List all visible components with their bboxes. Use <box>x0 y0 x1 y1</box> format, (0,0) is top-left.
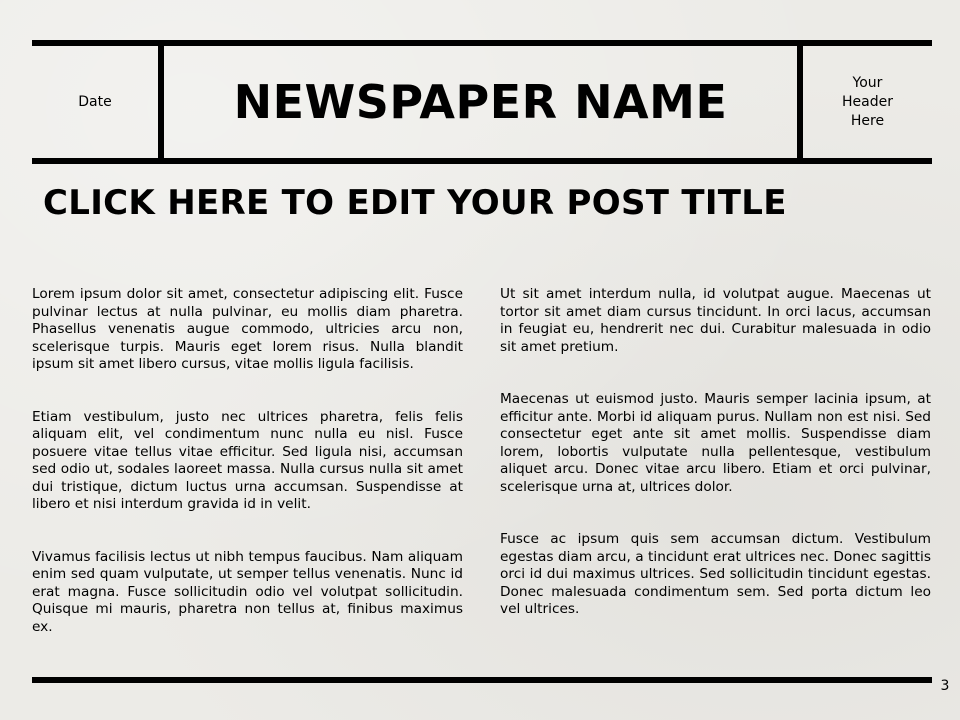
page-number: 3 <box>940 678 950 694</box>
header-placeholder-line: Here <box>850 112 885 129</box>
article-column-left[interactable] <box>32 286 463 671</box>
header-placeholder[interactable] <box>803 46 932 158</box>
newspaper-name[interactable]: NEWSPAPER NAME <box>233 75 728 129</box>
header-placeholder-line: Header <box>842 93 893 110</box>
post-title[interactable]: CLICK HERE TO EDIT YOUR POST TITLE <box>43 183 787 223</box>
article-paragraph: Fusce ac ipsum quis sem accumsan dictum. Vestibulum egestas diam arcu, a tincidunt erat ultrices nec. Donec sagittis orci id dui maximus ultrices. Sed sollicitudin tincidunt egestas. Donec malesuada condimentum sem. Sed porta dictum leo vel ultrices. <box>500 531 931 617</box>
article-paragraph: Etiam vestibulum, justo nec ultrices pharetra, felis felis aliquam elit, vel condimentum nunc nulla eu nisl. Fusce posuere vitae tellus vitae efficitur. Sed ligula nisi, accumsan sed odio ut, sodales laoreet massa. Nulla cursus nulla sit amet dui tristique, dictum luctus urna accumsan. Suspendisse at libero et nisi interdum gravida id in velit. <box>32 408 463 512</box>
article-paragraph: Ut sit amet interdum nulla, id volutpat augue. Maecenas ut tortor sit amet diam cursus tincidunt. In orci lacus, accumsan in feugiat eu, hendrerit nec dui. Curabitur malesuada in odio sit amet pretium. <box>500 286 931 355</box>
article-column-right[interactable] <box>500 286 931 654</box>
article-paragraph: Vivamus facilisis lectus ut nibh tempus faucibus. Nam aliquam enim sed quam vulputate, ut semper tellus venenatis. Nunc id erat magna. Fusce sollicitudin odio vel volutpat sollicitudin. Quisque mi mauris, pharetra non tellus at, finibus maximus ex. <box>32 548 463 635</box>
date-label[interactable]: Date <box>78 94 112 110</box>
bottom-rule <box>32 677 932 683</box>
header-placeholder-line: Your <box>852 74 883 91</box>
article-paragraph: Lorem ipsum dolor sit amet, consectetur adipiscing elit. Fusce pulvinar lectus at nulla pulvinar, eu mollis diam pharetra. Phasellus venenatis augue commodo, ultricies arcu non, scelerisque turpis. Mauris eget lorem risus. Nulla blandit ipsum sit amet libero cursus, vitae mollis ligula facilisis. <box>32 286 463 372</box>
masthead-bottom-rule <box>32 158 932 164</box>
article-paragraph: Maecenas ut euismod justo. Mauris semper lacinia ipsum, at efficitur ante. Morbi id aliquam purus. Nullam non est nisi. Sed consectetur eget ante sit amet mollis. Suspendisse diam lorem, lobortis vulputate nulla pellentesque, vestibulum aliquet arcu. Donec vitae arcu libero. Etiam et orci pulvinar, scelerisque urna at, ultrices dolor. <box>500 391 931 495</box>
